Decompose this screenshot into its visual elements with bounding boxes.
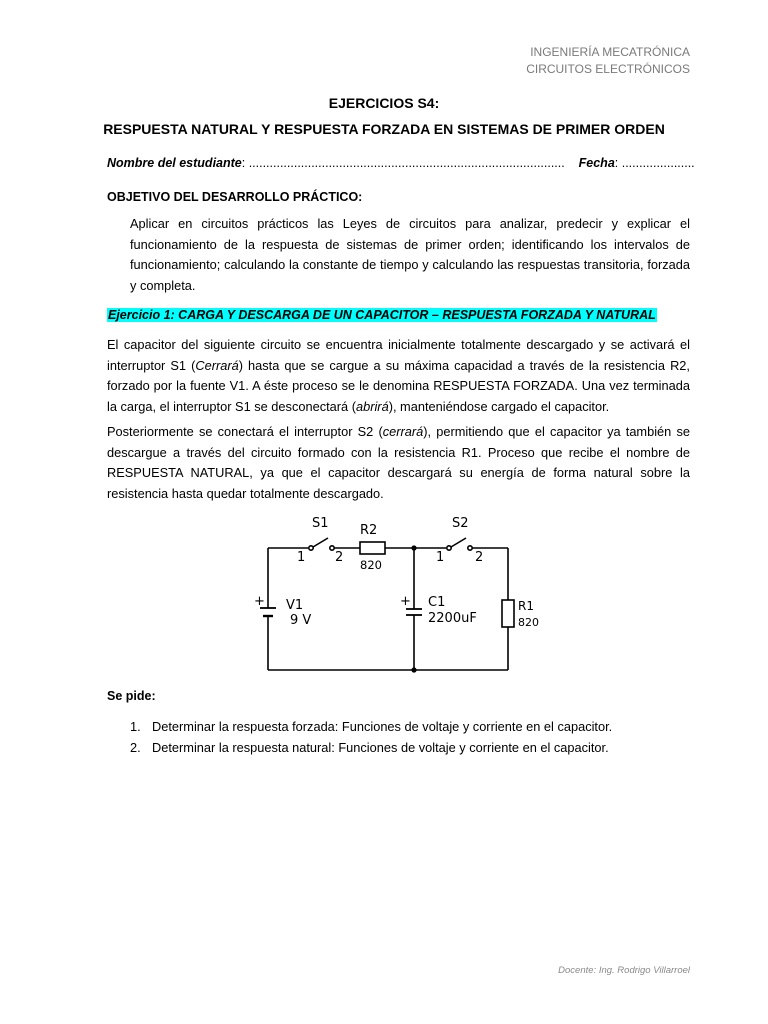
exercise-1-paragraph-1 [107,335,690,417]
text-span: El capacitor del siguiente circuito se encuentra inicialmente totalmente descargado y se activará el interruptor S1 ( [107,337,690,373]
s1-blade [313,538,328,547]
objective-heading: OBJETIVO DEL DESARROLLO PRÁCTICO: [107,190,363,204]
page-footer: Docente: Ing. Rodrigo Villarroel [558,965,690,976]
objective-text: Aplicar en circuitos prácticos las Leyes de circuitos para analizar, predecir y explicar el funcionamiento de la respuesta de sistemas de primer orden; identificando los intervalos de funcionamiento; calculando la constante de tiempo y calculando las respuestas transitoria, forzada y completa. [130,216,690,293]
list-number: 2. [130,740,141,755]
r1-label: R1 [518,599,534,613]
document-subtitle: RESPUESTA NATURAL Y RESPUESTA FORZADA EN SISTEMAS DE PRIMER ORDEN [103,121,665,137]
text-span: ), permitiendo que el capacitor ya también se descargue a través del circuito formado con la resistencia R1. Proceso que recibe el nombre de RESPUESTA NATURAL, ya que el capacitor descargará su energía de forma natural sobre la resistencia hasta quedar totalmente descargado. [107,424,690,501]
r2-resistor [360,542,385,554]
date-blank: : ..................... [614,156,695,170]
exercise-1-paragraph-2 [107,422,690,504]
student-info-line [107,156,695,170]
exercise-1-heading: Ejercicio 1: CARGA Y DESCARGA DE UN CAPACITOR – RESPUESTA FORZADA Y NATURAL [108,308,656,322]
student-name-blank: : ........................................................................................... [241,156,565,170]
s2-pin2-label: 2 [475,550,484,565]
student-name-label: Nombre del estudiante [107,156,242,170]
r2-label: R2 [360,523,378,538]
s1-label: S1 [312,516,329,531]
list-number: 1. [130,719,141,734]
v1-plus-sign: + [254,594,265,609]
page-header [526,44,690,78]
tasks-heading: Se pide: [107,689,156,703]
s2-blade [451,538,466,547]
v1-value: 9 V [290,613,312,628]
r1-value: 820 [518,616,539,629]
text-span: ), manteniéndose cargado el capacitor. [388,398,610,414]
c1-label: C1 [428,595,446,610]
italic-span: cerrará [382,424,424,439]
text-span: Posteriormente se conectará el interruptor S2 ( [107,424,383,439]
list-text: Determinar la respuesta forzada: Funciones de voltaje y corriente en el capacitor. [152,719,613,734]
header-course: CIRCUITOS ELECTRÓNICOS [526,62,690,76]
date-label: Fecha [578,156,615,170]
document-title: EJERCICIOS S4: [328,95,440,111]
list-item [130,716,612,737]
tasks-list [130,716,612,758]
header-career: INGENIERÍA MECATRÓNICA [530,45,690,59]
list-item [130,737,612,758]
r1-resistor [502,600,514,627]
s2-contact-2 [468,546,472,550]
italic-span: abrirá [355,398,389,414]
c1-plus-sign: + [400,594,411,609]
rc-circuit-diagram [250,510,539,680]
s2-contact-1 [447,546,451,550]
text-span: ) hasta que se cargue a su máxima capacidad a través de la resistencia R2, forzado por la fuente V1. A éste proceso se le denomina RESPUESTA FORZADA. Una vez terminada la carga, el interruptor S1 se desconectará ( [107,357,690,414]
r2-value: 820 [360,558,382,572]
junction-bottom [411,667,416,672]
c1-value: 2200uF [428,611,477,626]
s1-pin1-label: 1 [297,550,306,565]
s1-contact-1 [309,546,313,550]
list-text: Determinar la respuesta natural: Funciones de voltaje y corriente en el capacitor. [152,740,609,755]
italic-span: Cerrará [195,357,239,373]
v1-label: V1 [286,598,304,613]
junction-top [411,545,416,550]
s1-pin2-label: 2 [335,550,344,565]
s1-contact-2 [330,546,334,550]
s2-label: S2 [452,516,469,531]
s2-pin1-label: 1 [436,550,445,565]
